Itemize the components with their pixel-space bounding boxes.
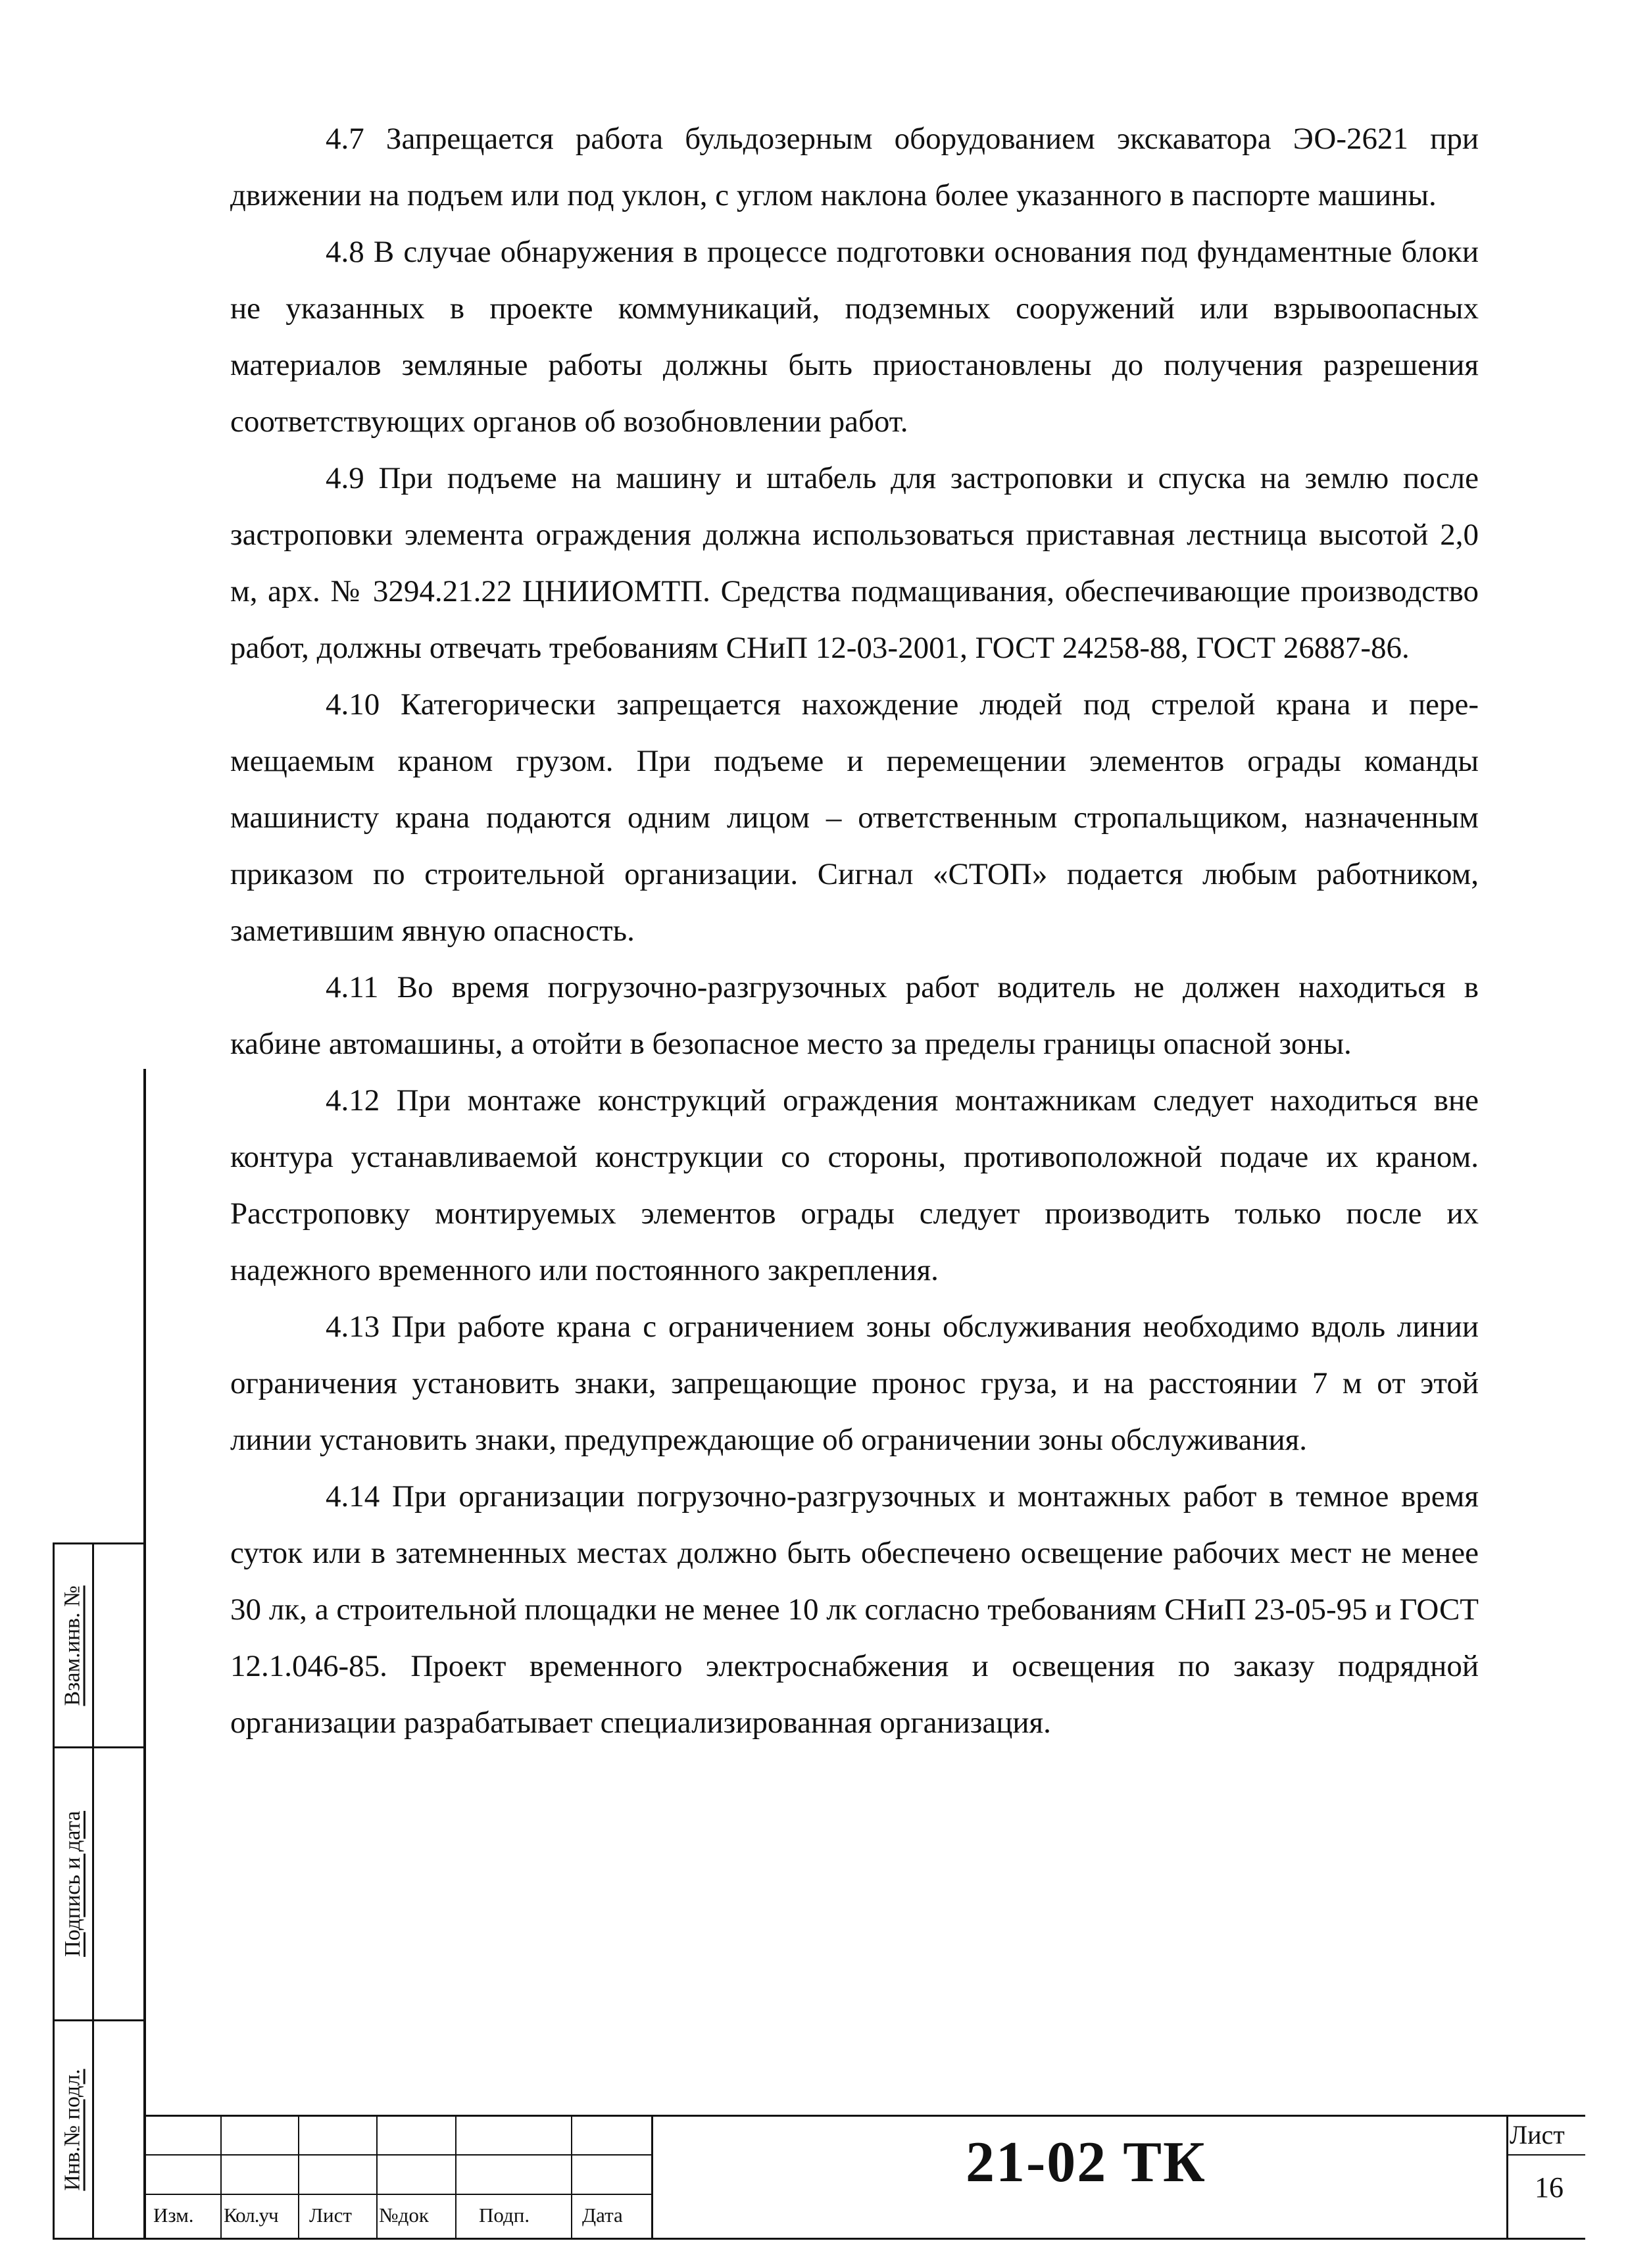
label-izm: Изм.	[153, 2204, 194, 2227]
paragraph-4-12: 4.12 При монтаже конструкций ограждения монтажникам следует находиться вне контура устанавливаемой конструкции со стороны, противоположной подаче их краном. Расстроповку монтируемых элементов ограды следует производить только после их надежного временного или постоянного закрепления.	[230, 1083, 1479, 1287]
sheet-number: 16	[1535, 2171, 1564, 2204]
paragraph-4-7: 4.7 Запрещается работа бульдозерным оборудованием экскаватора ЭО-2621 при движении на подъем или под уклон, с углом наклона более указанного в паспорте машины.	[230, 122, 1479, 212]
paragraph-4-10: 4.10 Категорически запрещается нахождение людей под стрелой крана и перемещаемым краном грузом. При подъеме и перемещении элементов ограды команды машинисту крана подаются одним лицом – ответственным стропальщиком, назначенным приказом по строительной организации. Сигнал «СТОП» подается любым работником, заметившим явную опасность.	[230, 687, 1479, 948]
paragraph-4-8: 4.8 В случае обнаружения в процессе подготовки основания под фундаментные блоки не указанных в проекте коммуникаций, подземных сооружений или взрывоопасных материалов земляные работы должны быть приостановлены до получения разрешения соответствующих органов об возобновлении работ.	[230, 235, 1479, 439]
col-line-5	[571, 2115, 572, 2238]
side-stamp-cell-inv	[53, 2021, 93, 2238]
inv-original-label: Инв.№ подл.	[61, 2068, 86, 2191]
document-body	[230, 111, 1479, 1751]
col-line-2	[298, 2115, 299, 2238]
side-stamp-cell-replace	[53, 1544, 93, 1746]
paragraph-4-14: 4.14 При организации погрузочно-разгрузочных и монтажных работ в темное время суток или в затемненных местах должно быть обеспечено освещение рабочих мест не менее 30 лк, а строительной площадки не менее 10 лк согласно требованиям СНиП 23-05-95 и ГОСТ 12.1.046-85. Проект временного электроснабжения и освещения по заказу подрядной организации разрабатывает специализированная организация.	[230, 1479, 1479, 1740]
paragraph-4-11: 4.11 Во время погрузочно-разгрузочных работ водитель не должен находиться в кабине автомашины, а отойти в безопасное место за пределы границы опасной зоны.	[230, 970, 1479, 1061]
label-data: Дата	[582, 2204, 623, 2227]
side-stamp-bottom-line	[53, 2238, 145, 2240]
label-ndok: №док	[379, 2204, 429, 2227]
document-code: 21-02 ТК	[966, 2131, 1206, 2194]
sheet-label: Лист	[1510, 2120, 1565, 2150]
col-line-3	[376, 2115, 378, 2238]
signature-date-label: Подпись и дата	[61, 1811, 85, 1957]
paragraph-4-9: 4.9 При подъеме на машину и штабель для застроповки и спуска на землю после застроповки элемента ограждения должна использоваться приставная лестница высотой 2,0 м, арх. № 3294.21.22 ЦНИИОМТП. Средства подмащивания, обеспечивающие производство работ, должны отвечать требованиям СНиП 12-03-2001, ГОСТ 24258-88, ГОСТ 26887-86.	[230, 461, 1479, 665]
col-line-1	[220, 2115, 222, 2238]
label-kol-uch: Кол.уч	[224, 2204, 278, 2227]
label-list: Лист	[309, 2204, 352, 2227]
col-line-6	[651, 2115, 653, 2238]
title-block-bottom-line	[145, 2238, 1585, 2240]
frame-left-line	[143, 1069, 146, 2240]
label-podp: Подп.	[479, 2204, 530, 2227]
side-stamp-cell-signature	[53, 1748, 93, 2019]
col-line-4	[455, 2115, 456, 2238]
col-line-sheet	[1506, 2115, 1508, 2238]
sheet-cell-divider	[1506, 2154, 1585, 2156]
paragraph-4-13: 4.13 При работе крана с ограничением зоны обслуживания необходимо вдоль линии ограничения установить знаки, запрещающие пронос груза, и на расстоянии 7 м от этой линии установить знаки, предупреждающие об ограничении зоны обслуживания.	[230, 1310, 1479, 1457]
replace-inv-label: Взам.инв. №	[61, 1585, 86, 1706]
title-block-top-line	[145, 2115, 1585, 2117]
